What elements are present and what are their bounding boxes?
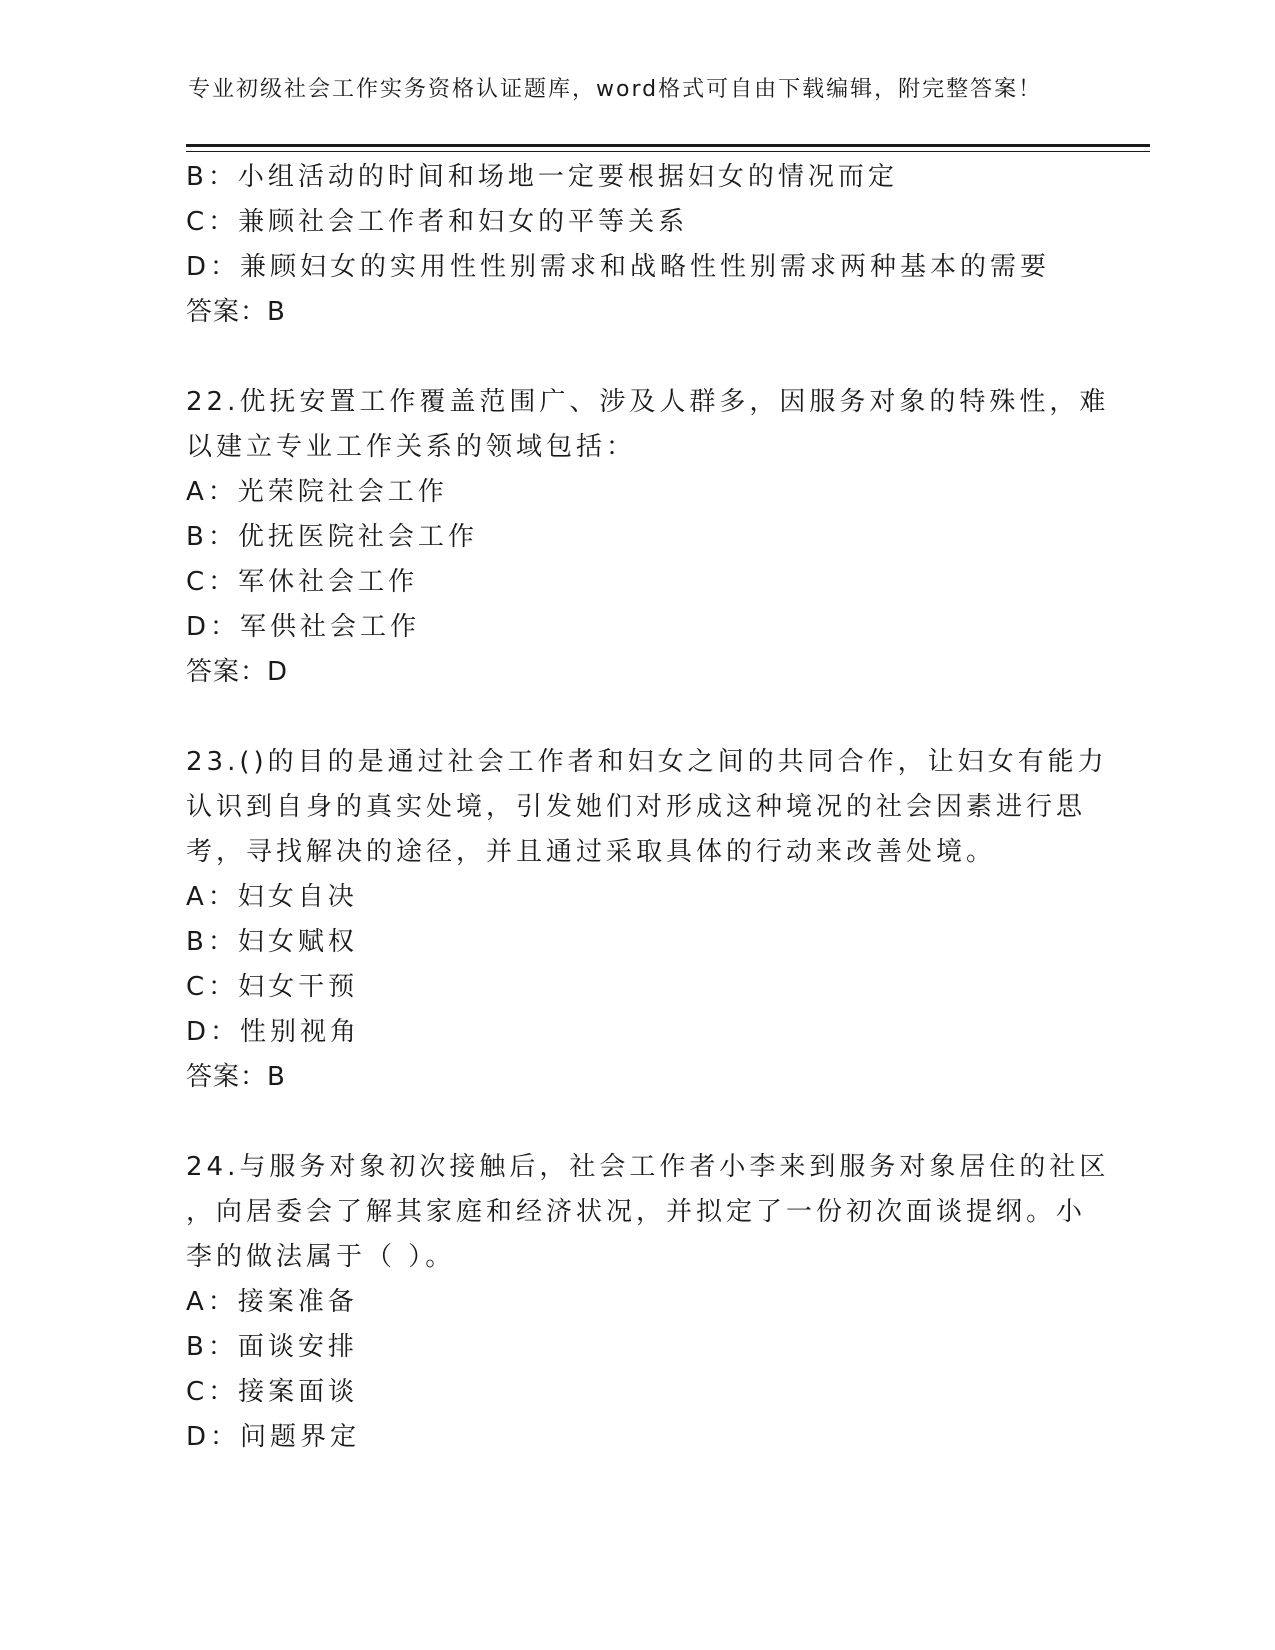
- option-b: B：小组活动的时间和场地一定要根据妇女的情况而定: [186, 162, 898, 192]
- answer: 答案：D: [186, 657, 289, 687]
- stem-line: 以建立专业工作关系的领域包括：: [186, 432, 637, 462]
- question-stem: [186, 740, 1108, 875]
- option-c: C：接案面谈: [186, 1377, 359, 1407]
- stem-line: 考，寻找解决的途径，并且通过采取具体的行动来改善处境。: [186, 837, 997, 867]
- option-a: A：接案准备: [186, 1287, 358, 1317]
- question-22: [186, 380, 1110, 695]
- option-c: C：妇女干预: [186, 972, 359, 1002]
- stem-line: ，向居委会了解其家庭和经济状况，并拟定了一份初次面谈提纲。小: [186, 1197, 1087, 1227]
- question-24: [186, 1145, 1110, 1460]
- stem-line: 李的做法属于（ ）。: [186, 1242, 456, 1272]
- stem-line: 22.优抚安置工作覆盖范围广、涉及人群多，因服务对象的特殊性，难: [186, 387, 1110, 417]
- question-stem: [186, 380, 1110, 470]
- stem-line: 23.()的目的是通过社会工作者和妇女之间的共同合作，让妇女有能力: [186, 747, 1108, 777]
- page-header: 专业初级社会工作实务资格认证题库，word格式可自由下载编辑，附完整答案！: [188, 77, 1043, 102]
- question-carryover: [186, 155, 1086, 335]
- answer: 答案：B: [186, 297, 286, 327]
- document-body: [186, 155, 1110, 1460]
- question-stem: [186, 1145, 1110, 1280]
- answer: 答案：B: [186, 1062, 286, 1092]
- option-a: A：妇女自决: [186, 882, 358, 912]
- header-rule-thick: [186, 144, 1150, 147]
- option-d: D：性别视角: [186, 1017, 361, 1047]
- option-c: C：军休社会工作: [186, 567, 419, 597]
- option-b: B：面谈安排: [186, 1332, 358, 1362]
- option-b: B：优抚医院社会工作: [186, 522, 478, 552]
- option-a: A：光荣院社会工作: [186, 477, 448, 507]
- option-b: B：妇女赋权: [186, 927, 358, 957]
- question-23: [186, 740, 1108, 1100]
- header-rule-thin: [186, 151, 1150, 152]
- option-d: D：问题界定: [186, 1422, 361, 1452]
- option-d: D：军供社会工作: [186, 612, 421, 642]
- option-c: C：兼顾社会工作者和妇女的平等关系: [186, 207, 689, 237]
- stem-line: 24.与服务对象初次接触后，社会工作者小李来到服务对象居住的社区: [186, 1152, 1110, 1182]
- option-d: D：兼顾妇女的实用性性别需求和战略性性别需求两种基本的需要: [186, 252, 1051, 282]
- stem-line: 认识到自身的真实处境，引发她们对形成这种境况的社会因素进行思: [186, 792, 1087, 822]
